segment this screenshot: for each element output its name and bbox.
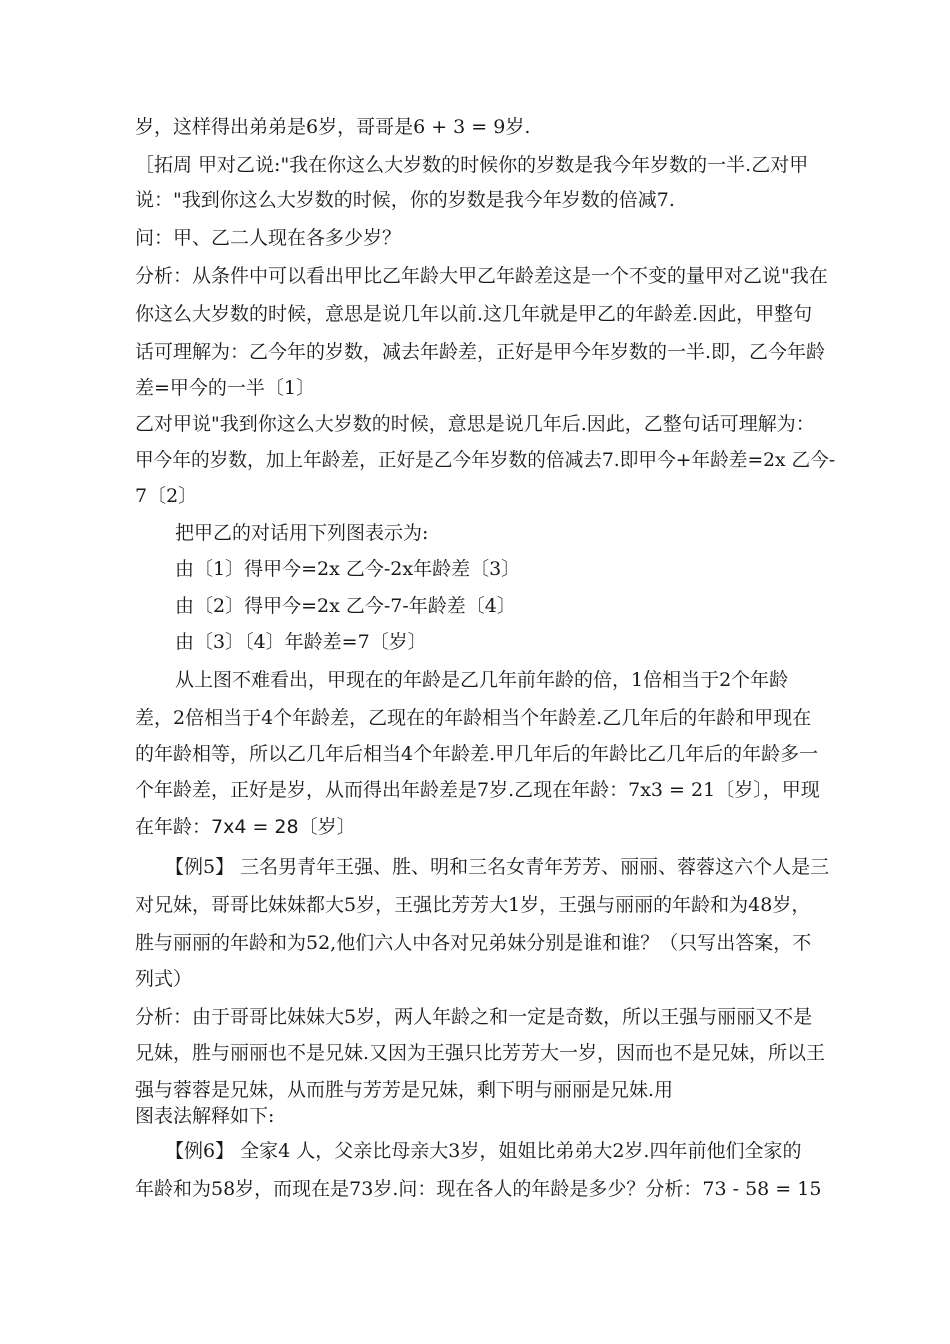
example-6-heading: 【例6】 全家4 人，父亲比母亲大3岁，姐姐比弟弟大2岁.四年前他们全家的 bbox=[165, 1140, 802, 1162]
text-line: 个年龄差，正好是岁，从而得出年龄差是7岁.乙现在年龄：7x3 = 21〔岁〕，甲现 bbox=[135, 779, 820, 801]
text-line: 你这么大岁数的时候，意思是说几年以前.这几年就是甲乙的年龄差.因此，甲整句 bbox=[135, 303, 813, 325]
text-line: ［拓周 甲对乙说:"我在你这么大岁数的时候你的岁数是我今年岁数的一半.乙对甲 bbox=[135, 154, 809, 176]
text-line: 由〔1〕得甲今=2x 乙今-2x年龄差〔3〕 bbox=[175, 558, 521, 580]
text-line: 问：甲、乙二人现在各多少岁？ bbox=[135, 227, 402, 249]
text-line: 由〔3〕〔4〕年龄差=7〔岁〕 bbox=[175, 631, 427, 653]
text-line: 话可理解为：乙今年的岁数，减去年龄差，正好是甲今年岁数的一半.即，乙今年龄 bbox=[135, 341, 826, 363]
text-line: 胜与丽丽的年龄和为52,他们六人中各对兄弟妹分别是谁和谁？（只写出答案，不 bbox=[135, 932, 812, 954]
text-line: 在年龄：7x4 = 28〔岁〕 bbox=[135, 816, 356, 838]
text-line: 由〔2〕得甲今=2x 乙今-7-年龄差〔4〕 bbox=[175, 595, 516, 617]
text-line: 甲今年的岁数，加上年龄差，正好是乙今年岁数的倍减去7.即甲今+年龄差=2x 乙今- bbox=[135, 449, 836, 471]
text-line: 从上图不难看出，甲现在的年龄是乙几年前年龄的倍，1倍相当于2个年龄 bbox=[175, 669, 789, 691]
text-line: 的年龄相等，所以乙几年后相当4个年龄差.甲几年后的年龄比乙几年后的年龄多一 bbox=[135, 743, 819, 765]
text-line: 年龄和为58岁，而现在是73岁.问：现在各人的年龄是多少？分析：73 - 58 = 15 bbox=[135, 1178, 822, 1200]
text-line: 说："我到你这么大岁数的时候，你的岁数是我今年岁数的倍减7. bbox=[135, 189, 675, 211]
text-line: 岁，这样得出弟弟是6岁，哥哥是6 + 3 = 9岁. bbox=[135, 116, 531, 138]
text-line: 分析：从条件中可以看出甲比乙年龄大甲乙年龄差这是一个不变的量甲对乙说"我在 bbox=[135, 265, 828, 287]
text-line: 差=甲今的一半〔1〕 bbox=[135, 377, 316, 399]
text-line: 强与蓉蓉是兄妹，从而胜与芳芳是兄妹，剩下明与丽丽是兄妹.用 bbox=[135, 1079, 674, 1101]
text-line: 列式） bbox=[135, 968, 193, 990]
text-line: 7〔2〕 bbox=[135, 485, 198, 507]
text-line: 差，2倍相当于4个年龄差，乙现在的年龄相当个年龄差.乙几年后的年龄和甲现在 bbox=[135, 707, 812, 729]
text-line: 图表法解释如下: bbox=[135, 1105, 275, 1127]
text-line: 乙对甲说"我到你这么大岁数的时候，意思是说几年后.因此，乙整句话可理解为： bbox=[135, 413, 815, 435]
text-line: 把甲乙的对话用下列图表示为: bbox=[175, 522, 429, 544]
text-line: 分析：由于哥哥比妹妹大5岁，两人年龄之和一定是奇数，所以王强与丽丽又不是 bbox=[135, 1006, 813, 1028]
text-line: 兄妹，胜与丽丽也不是兄妹.又因为王强只比芳芳大一岁，因而也不是兄妹，所以王 bbox=[135, 1042, 826, 1064]
text-line: 对兄妹，哥哥比妹妹都大5岁，王强比芳芳大1岁，王强与丽丽的年龄和为48岁， bbox=[135, 894, 811, 916]
example-5-heading: 【例5】 三名男青年王强、胜、明和三名女青年芳芳、丽丽、蓉蓉这六个人是三 bbox=[165, 856, 830, 878]
